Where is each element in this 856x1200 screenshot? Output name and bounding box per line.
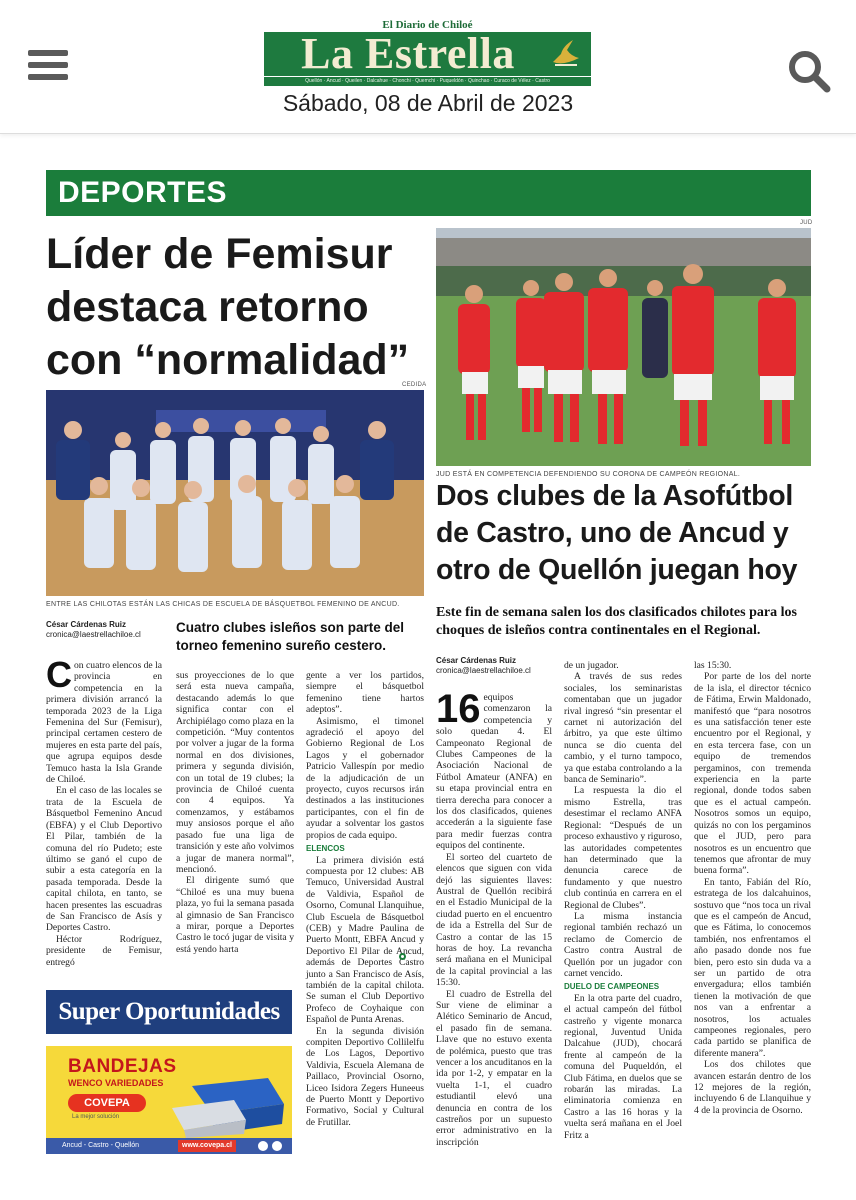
right-column-1 bbox=[436, 687, 552, 1162]
right-col2-p2: A través de sus redes sociales, los seminaristas comentaban que un jugador rival ingresó “sin presentar el carnet ni autorización del árbitro, ya que este último nunca se dio cuenta del cambio, y el turno tampoco, ya que estaba controlando a la banca de Seminario”. bbox=[564, 671, 682, 786]
right-deck: Este fin de semana salen los dos clasificados chilotes para los choques de isleños contra continentales en el Regional. bbox=[436, 605, 797, 638]
right-col1-p3: El cuadro de Estrella del Sur viene de eliminar a Alético Seminario de Ancud, el pasado fin de semana. Llave que no estuvo exenta de polémica, puesto que tras vencer a los ancuditanos en la ida por 1-2, y empatar en la vuelta 1-1, el cuadro estudiantil elevó una denuncia en contra de los castreños por un supuesto error administrativo en la inscripción bbox=[436, 988, 552, 1148]
ad-brand: COVEPA bbox=[68, 1094, 146, 1112]
right-col2-p1: de un jugador. bbox=[564, 660, 619, 671]
section-label: DEPORTES bbox=[58, 176, 228, 209]
left-column-2 bbox=[176, 670, 294, 970]
left-col3-p4: En la segunda división compiten Deportivo Collilelfu de Los Lagos, Deportivo Valdivia, Escuela Alemana de Paillaco, Provincial Osorno, Liceo Isidora Zegers Huneeus de Puerto Montt y Deportivo Formativo, Social y Cultural de Frutillar. bbox=[306, 1025, 424, 1128]
newspaper-logo[interactable] bbox=[264, 18, 591, 88]
menu-icon[interactable] bbox=[28, 50, 68, 84]
left-col1-p3: Héctor Rodríguez, presidente de Femisur, entregó bbox=[46, 933, 162, 968]
bird-logo-icon bbox=[549, 36, 583, 70]
left-byline bbox=[46, 620, 141, 640]
left-subhead: ELENCOS bbox=[306, 844, 345, 854]
right-col3-p1: las 15:30. bbox=[694, 660, 732, 671]
left-col2-p2: El dirigente sumó que “Chiloé es una muy buena plaza, yo fui la semana pasada al gimnasio de San Francisco a mirar, porque a Deportes Castro le tocó jugar de visita y está yendo harta bbox=[176, 875, 294, 955]
left-photo-caption: ENTRE LAS CHILOTAS ESTÁN LAS CHICAS DE ESCUELA DE BÁSQUETBOL FEMENINO DE ANCUD. bbox=[46, 601, 400, 608]
right-col2-p4: La misma instancia regional también rechazó un reclamo de Comercio de Castro contra Austral de Quellón por un jugador con carnet vencido. bbox=[564, 910, 682, 979]
ad-locations: Ancud - Castro - Quellón bbox=[62, 1142, 140, 1149]
ad-footer bbox=[46, 1138, 292, 1154]
logo-name: La Estrella bbox=[301, 29, 515, 78]
left-col3-p3: La primera división está compuesta por 12 clubes: AB Temuco, Universidad Austral de Valdivia, Español de Osorno, Comunal Llanquihue, Club Escuela de Básquetbol (CEB) y Madre Paulina de Puerto Montt, EBFA Ancud y Deportivo El Pilar de Ancud, además de Deportes Castro junto a San Francisco de Asís, también de la capital chilota. Se suman el Club Deportivo Profeco de Coyhaique con Español de Punta Arenas. bbox=[306, 854, 424, 1026]
left-col3-p1: gente a ver los partidos, siempre el básquetbol femenino tiene hartos adeptos”. bbox=[306, 670, 424, 716]
left-deck: Cuatro clubes isleños son parte del torneo femenino sureño cestero. bbox=[176, 620, 405, 653]
football-team-photo bbox=[436, 228, 811, 466]
storage-bins-image bbox=[172, 1058, 288, 1138]
ad-website[interactable]: www.covepa.cl bbox=[178, 1140, 236, 1152]
ad-title: BANDEJAS bbox=[68, 1056, 177, 1077]
left-end-mark bbox=[399, 953, 406, 960]
instagram-icon[interactable] bbox=[272, 1141, 282, 1151]
right-col1-p2: El sorteo del cuarteto de elencos que siguen con vida dejó las siguientes llaves: Austral de Quellón recibirá en el Estadio Municipal de la ciudad puerto en el encuentro de ida a Estrella del Sur de Castro a contar de las 15 horas de hoy. La revancha será mañana en el Municipal de la capital provincial a las 15:30. bbox=[436, 851, 552, 989]
right-photo-credit: JUD bbox=[800, 220, 813, 226]
app-header bbox=[0, 0, 856, 134]
left-author: César Cárdenas Ruiz bbox=[46, 620, 127, 629]
ad-subtitle: WENCO VARIEDADES bbox=[68, 1078, 164, 1088]
right-headline: Dos clubes de la Asofútbol de Castro, uno de Ancud y otro de Quellón juegan hoy bbox=[436, 480, 798, 586]
left-col2-p1: sus proyecciones de lo que será esta nueva campaña, destacando además lo que significa contar con el Archipiélago como plaza en la competición. “Muy contentos por volver a jugar de la forma normal en dos divisiones, primera y segunda división, con un total de 19 clubes; la provincia de Chiloé cuenta con 4 equipos. Ya comenzamos, y estábamos muy ansiosos porque el año pasado fue una liga de transición y este año volvimos a jugar de manera normal”, mencionó. bbox=[176, 670, 294, 875]
ad-slogan: La mejor solución bbox=[72, 1114, 120, 1120]
right-col3-p4: Los dos chilotes que avancen estarán dentro de los 12 mejores de la región, incluyendo 6 de Llanquihue y 4 de la provincia de Osorno. bbox=[694, 1059, 811, 1116]
left-col1-p1: on cuatro elencos de la provincia en competencia en la primera división arrancó la temporada 2023 de la Liga Femenina del Sur (Femisur), principal certamen cestero de mujeres en esta parte del país, que agrupa equipos desde Temuco hasta la Isla Grande de Chiloé. bbox=[46, 660, 162, 786]
right-subhead: DUELO DE CAMPEONES bbox=[564, 982, 660, 992]
logo-places: Quellón · Ancud · Queilen · Dalcahue · Chonchi · Quemchi · Puqueldón · Quinchao · Curaco de Vélez · Castro bbox=[264, 76, 591, 86]
right-column-2 bbox=[564, 660, 682, 1160]
edition-date: Sábado, 08 de Abril de 2023 bbox=[282, 90, 574, 116]
facebook-icon[interactable] bbox=[258, 1141, 268, 1151]
left-drop-cap: C bbox=[46, 654, 72, 695]
left-col1-p2: En el caso de las locales se trata de la Escuela de Básquetbol Femenino Ancud (EBFA) y el Club Deportivo El Pilar, también de la comuna del río Pudeto; este último se ganó el cupo de subir a esta categoría en la pasada temporada. Desde la capital chilota, en tanto, se hacen presentes las escuadras de San Francisco de Asís y Deportes Castro. bbox=[46, 785, 162, 934]
right-col1-p1: equipos comenzaron la competencia y solo quedan 4. El Campeonato Regional de Clubes Campeones de la Asociación Nacional de Fútbol Amateur (ANFA) en su etapa provincial entra en tierra derecha para conocer a los dos clasificados, quienes accederán a la siguiente fase para medir fuerzas contra equipos del continente. bbox=[436, 692, 552, 852]
search-icon[interactable] bbox=[786, 48, 832, 94]
basketball-team-photo bbox=[46, 390, 424, 596]
right-col2-p3: La respuesta la dio el mismo Estrella, tras desestimar el reclamo ANFA Regional: “Después de un proceso exhaustivo y riguroso, las autoridades competentes han determinado que la denuncia carece de fundamento y que nuestro club continúa en carrera en el Regional de Clubes”. bbox=[564, 785, 682, 911]
left-author-email[interactable]: cronica@laestrellachiloe.cl bbox=[46, 630, 141, 639]
right-col2-p5: En la otra parte del cuadro, el actual campeón del fútbol castreño y vigente monarca regional, Juventud Unida Dalcahue (JUD), chocará frente al campeón de la comuna del Puqueldón, el Club Fátima, en duelos que se robarán las miradas. La eliminatoria comienza en Castro a las 16 horas y la vuelta será mañana en el Joel Fritz a bbox=[564, 992, 682, 1141]
right-drop-number: 16 bbox=[436, 687, 481, 731]
ad-banner-text: Super Oportunidades bbox=[58, 998, 280, 1025]
left-column-3 bbox=[306, 670, 424, 1128]
right-author-email[interactable]: cronica@laestrellachiloe.cl bbox=[436, 666, 531, 675]
left-photo-credit: CEDIDA bbox=[402, 382, 427, 388]
left-col3-p2: Asimismo, el timonel agradeció el apoyo del Gobierno Regional de Los Lagos y el gobernador Patricio Vallespín por medio de la adjudicación de un proyecto, cuyos recursos irán destinados a las instituciones participantes, con el fin de ayudar a solventar los gastos propios de cada equipo. bbox=[306, 715, 424, 841]
section-bar bbox=[46, 170, 811, 216]
left-column-1 bbox=[46, 654, 162, 982]
right-byline bbox=[436, 656, 531, 676]
right-photo-caption: JUD ESTÁ EN COMPETENCIA DEFENDIENDO SU CORONA DE CAMPEÓN REGIONAL. bbox=[436, 471, 741, 478]
right-column-3 bbox=[694, 660, 811, 1160]
covepa-ad[interactable] bbox=[46, 1046, 292, 1154]
right-col3-p3: En tanto, Fabián del Río, estratega de los dalcahuinos, sostuvo que “nos toca un rival que es el campeón de Ancud, que es Fátima, lo conocemos también, nos enfrentamos el año pasado donde nos fue bien, pero esto sin duda va a ser un partido de otra envergadura; ellos también tienen la motivación de que nos van a enfrentar a nosotros, los actuales campeones regionales, pero cada partido se planifica de diferente manera”. bbox=[694, 876, 811, 1059]
logo-tagline: El Diario de Chiloé bbox=[264, 18, 591, 32]
right-author: César Cárdenas Ruiz bbox=[436, 656, 517, 665]
left-headline: Líder de Femisur destaca retorno con “normalidad” bbox=[46, 230, 410, 384]
right-col3-p2: Por parte de los del norte de la isla, el director técnico de Fátima, Erwin Maldonado, manifestó que “para nosotros es una satisfacción tener este encuentro por el Regional, y en esta tercera fase, con un equipo de tremendos pergaminos, con tremenda experiencia en la parte regional, donde todos saben que es el actual campeón. Nosotros somos un equipo, quizás no con los pergaminos que el JUD, pero para nosotros es un encuentro que tenemos que afrontar de muy buena forma”. bbox=[694, 671, 811, 877]
ad-banner[interactable] bbox=[46, 990, 292, 1034]
